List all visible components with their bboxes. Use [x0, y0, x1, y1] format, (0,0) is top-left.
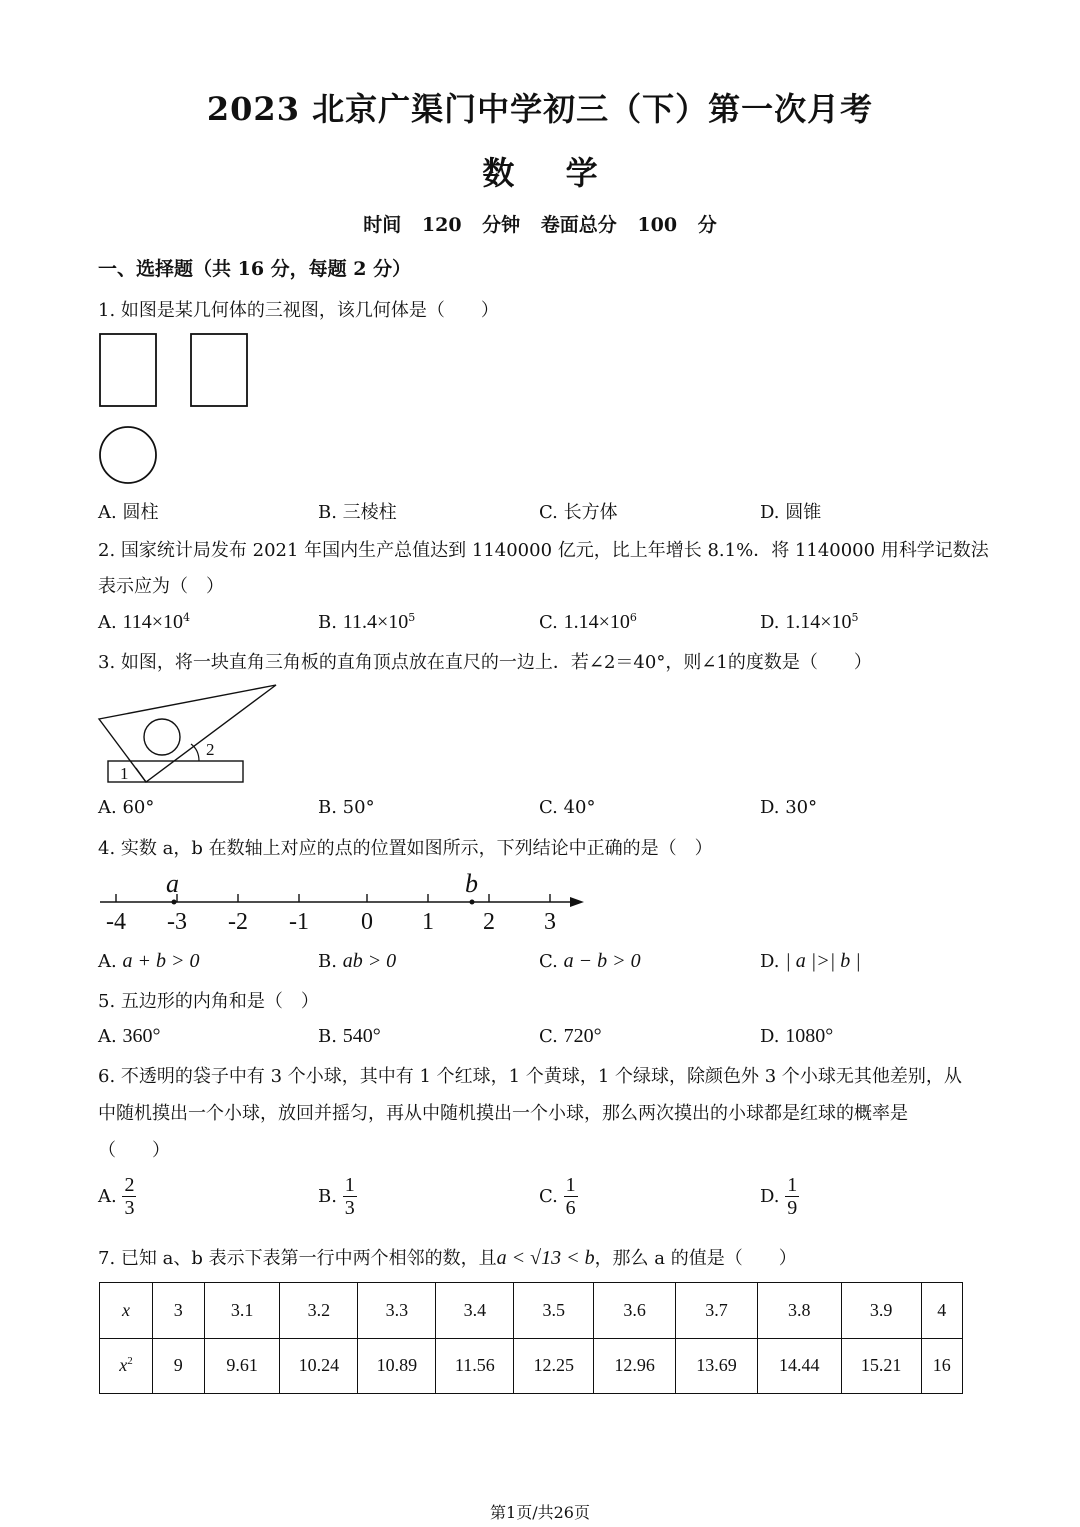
q1-option-b: B. 三棱柱 [318, 502, 397, 523]
table-header-x-squared: $x^2$ [100, 1338, 153, 1394]
table-cell: 10.24 [280, 1338, 358, 1394]
question-7-text: 7. 已知 a、b 表示下表第一行中两个相邻的数，且a < √13 < b，那么 a 的值是（ ） [98, 1247, 797, 1269]
q2-option-c: C. $1.14\times 10^6$ [539, 611, 637, 633]
table-cell: 3.6 [594, 1283, 676, 1339]
q3-option-d: D. 30° [760, 797, 818, 818]
table-cell: 4 [921, 1283, 962, 1339]
q6-option-c: C. $\frac{1}{6}$ [539, 1174, 576, 1219]
table-cell: 3.2 [280, 1283, 358, 1339]
page-number: 第1页/共26页 [490, 1503, 590, 1522]
table-cell: 3.7 [676, 1283, 758, 1339]
table-cell: 3.9 [841, 1283, 921, 1339]
table-cell: 12.25 [514, 1338, 594, 1394]
q4-option-d: D. | a |>| b | [760, 950, 861, 972]
q3-option-b: B. 50° [318, 797, 375, 818]
question-5-text: 5. 五边形的内角和是（ ） [98, 991, 319, 1012]
side-view-rect [191, 334, 247, 406]
table-cell: 16 [921, 1338, 962, 1394]
table-cell: 12.96 [594, 1338, 676, 1394]
table-row [100, 1338, 963, 1394]
tick-label-0: 0 [361, 909, 373, 935]
tick-label-3: 3 [544, 909, 556, 935]
number-line-arrow [570, 897, 584, 907]
table-cell: 3.1 [204, 1283, 280, 1339]
table-cell: 9 [152, 1338, 204, 1394]
q1-option-a: A. 圆柱 [98, 502, 159, 523]
q5-option-c: C. 720° [539, 1025, 602, 1047]
table-cell: 3.5 [514, 1283, 594, 1339]
q1-option-d: D. 圆锥 [760, 502, 822, 523]
tick-label--3: -3 [167, 909, 187, 935]
q3-option-c: C. 40° [539, 797, 596, 818]
tick-label-1: 1 [422, 909, 434, 935]
table-cell: 13.69 [676, 1338, 758, 1394]
tick-label--2: -2 [228, 909, 248, 935]
q2-option-d: D. $1.14\times 10^5$ [760, 611, 859, 633]
question-6-line-3: （ ） [98, 1140, 170, 1161]
square-table [99, 1282, 963, 1394]
question-1-text: 1. 如图是某几何体的三视图，该几何体是（ ） [98, 300, 499, 321]
set-square-hole [144, 719, 180, 755]
section-heading: 一、选择题（共 16 分，每题 2 分） [98, 258, 412, 280]
angle-1-arc [136, 768, 146, 782]
triangle-ruler-figure [96, 682, 286, 786]
table-row [100, 1283, 963, 1339]
q4-option-a: A. a + b > 0 [98, 950, 200, 972]
point-b-label: b [465, 869, 478, 898]
question-6-line-2: 中随机摸出一个小球，放回并摇匀，再从中随机摸出一个小球，那么两次摸出的小球都是红球的概率是 [98, 1103, 908, 1124]
tick-label--4: -4 [106, 909, 126, 935]
table-cell: 3 [152, 1283, 204, 1339]
table-cell: 3.8 [757, 1283, 841, 1339]
q2-option-a: A. $114\times 10^4$ [98, 611, 191, 633]
table-cell: 3.3 [358, 1283, 436, 1339]
q5-option-a: A. 360° [98, 1025, 161, 1047]
number-line-figure [96, 866, 596, 938]
table-cell: 15.21 [841, 1338, 921, 1394]
tick-label-2: 2 [483, 909, 495, 935]
question-2-line-2: 表示应为（ ） [98, 576, 224, 597]
table-header-x: x [100, 1283, 153, 1339]
q6-option-b: B. $\frac{1}{3}$ [318, 1174, 355, 1219]
angle-2-label: 2 [206, 740, 215, 759]
table-cell: 10.89 [358, 1338, 436, 1394]
page-title: 2023 北京广渠门中学初三（下）第一次月考 [206, 90, 874, 128]
q5-option-b: B. 540° [318, 1025, 381, 1047]
front-view-rect [100, 334, 156, 406]
question-3-text: 3. 如图，将一块直角三角板的直角顶点放在直尺的一边上．若∠2＝40°，则∠1的度数是（ ） [98, 652, 872, 673]
point-b-dot [470, 900, 475, 905]
q4-option-b: B. ab > 0 [318, 950, 397, 972]
point-a-label: a [166, 869, 179, 898]
three-view-figure [98, 332, 258, 490]
question-2-line-1: 2. 国家统计局发布 2021 年国内生产总值达到 1140000 亿元，比上年增长 8.1%．将 1140000 用科学记数法 [98, 540, 989, 561]
question-4-text: 4. 实数 a，b 在数轴上对应的点的位置如图所示，下列结论中正确的是（ ） [98, 838, 713, 859]
subject-title: 数 学 [482, 154, 598, 192]
table-cell: 14.44 [757, 1338, 841, 1394]
angle-1-label: 1 [120, 764, 129, 783]
table-cell: 3.4 [436, 1283, 514, 1339]
table-cell: 9.61 [204, 1338, 280, 1394]
point-a-dot [172, 900, 177, 905]
q3-option-a: A. 60° [98, 797, 155, 818]
angle-2-arc [191, 744, 199, 761]
exam-time-info: 时间 120 分钟 卷面总分 100 分 [363, 214, 717, 236]
q1-option-c: C. 长方体 [539, 502, 618, 523]
top-view-circle [100, 427, 156, 483]
q4-option-c: C. a − b > 0 [539, 950, 641, 972]
q5-option-d: D. 1080° [760, 1025, 834, 1047]
table-cell: 11.56 [436, 1338, 514, 1394]
tick-marks [116, 894, 550, 902]
question-6-line-1: 6. 不透明的袋子中有 3 个小球，其中有 1 个红球，1 个黄球，1 个绿球，除颜色外 3 个小球无其他差别，从 [98, 1066, 962, 1087]
q6-option-a: A. $\frac{2}{3}$ [98, 1174, 135, 1219]
q6-option-d: D. $\frac{1}{9}$ [760, 1174, 798, 1219]
tick-labels [106, 909, 556, 935]
q2-option-b: B. $11.4\times 10^5$ [318, 611, 416, 633]
tick-label--1: -1 [289, 909, 309, 935]
